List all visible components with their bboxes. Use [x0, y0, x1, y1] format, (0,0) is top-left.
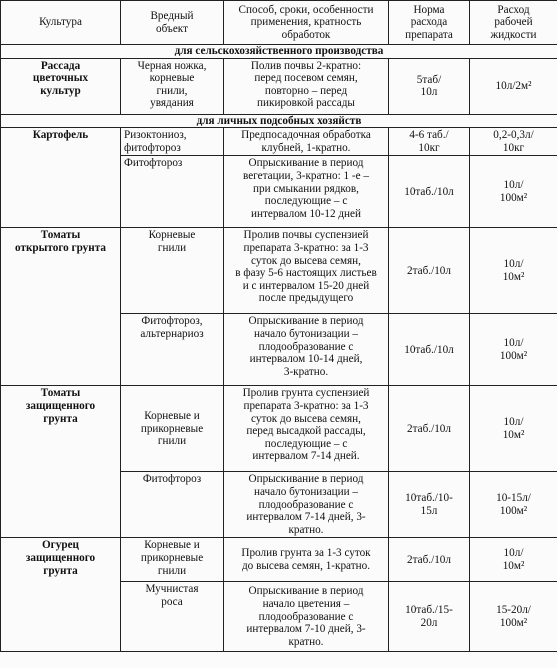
norm-cell: [389, 386, 470, 472]
culture-cell: [1, 386, 121, 538]
norm-cell: [389, 538, 470, 582]
cell-line: 20л: [420, 616, 438, 629]
cell-line: суток до высева семян,: [251, 254, 361, 267]
cell-line: интервалом 10-14 дней,: [249, 353, 363, 366]
cell-line: интервалом 7-14 дней.: [252, 450, 360, 463]
method-cell: [224, 228, 389, 314]
cell-line: 10кг: [418, 141, 440, 154]
cell-line: Опрыскивание в период: [248, 585, 364, 598]
object-cell: [121, 156, 224, 228]
table-row: [1, 128, 557, 156]
cell-line: 3-кратно.: [283, 365, 329, 378]
cell-line: в фазу 5-6 настоящих листьев: [235, 267, 377, 280]
cell-line: клубней, 1-кратно.: [261, 141, 351, 154]
cell-line: 100м²: [499, 504, 528, 517]
cell-line: Фитофтороз: [142, 473, 202, 486]
table-row: [1, 538, 557, 582]
cell-line: открытого грунта: [15, 241, 106, 254]
cell-line: культур: [40, 84, 81, 97]
cell-line: 10таб./15-: [405, 604, 453, 617]
cell-line: 10кг: [502, 141, 525, 154]
liquid-cell: [470, 472, 557, 538]
cell-line: гнили: [157, 435, 187, 448]
cell-line: перед посевом семян,: [254, 72, 358, 85]
cell-line: корневые: [149, 72, 195, 85]
cell-line: плодообразование с: [258, 610, 354, 623]
cell-line: Томаты: [40, 387, 81, 400]
cell-line: начало бутонизации –: [253, 327, 359, 340]
cell-line: Пролив грунта суспензией: [242, 387, 370, 400]
cell-line: вегетации, 3-кратно: 1 -е –: [242, 169, 369, 182]
liquid-cell: [470, 128, 557, 156]
cell-line: 10-15л/: [496, 492, 531, 505]
liquid-cell: [470, 582, 557, 652]
cell-line: интервалом 10-12 дней: [251, 207, 361, 220]
cell-line: Рассада: [40, 59, 81, 72]
culture-cell: [1, 128, 121, 228]
method-cell: [224, 128, 389, 156]
norm-cell: [389, 314, 470, 386]
cell-line: 10л/: [503, 337, 524, 350]
norm-cell: [389, 156, 470, 228]
cell-line: Опрыскивание в период: [248, 157, 364, 170]
cell-line: 10таб./10л: [404, 185, 454, 198]
cell-line: гнили: [157, 241, 187, 254]
cell-line: 100м²: [499, 191, 528, 204]
cell-line: перед высадкой рассады,: [246, 425, 366, 438]
cell-line: 2таб./10л: [407, 264, 451, 277]
cell-line: гнили,: [156, 84, 188, 97]
object-cell: [121, 538, 224, 582]
cell-line: 5таб/: [416, 73, 442, 86]
cell-line: до высева семян, 1-кратно.: [241, 559, 370, 572]
method-cell: [224, 472, 389, 538]
cell-line: 10л/: [503, 179, 524, 192]
cell-line: 4-6 таб./: [409, 129, 449, 142]
cell-line: и с интервалом 15-20 дней: [242, 279, 370, 292]
cell-line: 2таб./10л: [407, 422, 451, 435]
cell-line: 0,2-0,3л/: [493, 129, 534, 142]
header-row: [1, 1, 557, 45]
cell-line: начало цветения –: [262, 597, 350, 610]
header-liquid: Расход рабочей жидкости: [470, 1, 557, 45]
cell-line: пикировкой рассады: [257, 97, 355, 110]
cell-line: интервалом 7-10 дней, 3-: [246, 623, 366, 636]
liquid-cell: [470, 386, 557, 472]
cell-line: Корневые: [148, 229, 196, 242]
cell-line: 10таб./10-: [405, 492, 453, 505]
cell-line: Полив почвы 2-кратно:: [250, 59, 362, 72]
section-agri: для сельскохозяйственного производства: [1, 45, 557, 59]
cell-line: 10м²: [502, 559, 525, 572]
table-row: [1, 228, 557, 314]
cell-line: Ризоктониоз,: [124, 129, 187, 142]
cell-line: Пролив грунта за 1-3 суток: [241, 547, 371, 560]
cell-line: повторно – перед: [264, 84, 348, 97]
cell-line: 15л: [420, 504, 438, 517]
cell-line: 10таб./10л: [404, 343, 454, 356]
object-cell: [121, 582, 224, 652]
method-cell: [224, 538, 389, 582]
object-cell: [121, 386, 224, 472]
liquid-cell: [470, 156, 557, 228]
cell-line: кратно.: [288, 523, 324, 536]
cell-line: Томаты: [40, 229, 81, 242]
culture-cell: [1, 538, 121, 652]
cell-line: интервалом 7-14 дней, 3-: [246, 511, 366, 524]
cell-line: плодообразование с: [258, 340, 354, 353]
object-cell: [121, 314, 224, 386]
culture-cell: [1, 58, 121, 114]
liquid-cell: [470, 314, 557, 386]
cell-line: 10м²: [502, 270, 525, 283]
method-cell: [224, 156, 389, 228]
cell-line: 100м²: [499, 616, 528, 629]
method-cell: [224, 58, 389, 114]
cell-line: 10л/2м²: [495, 79, 532, 92]
cell-line: 15-20л/: [496, 604, 531, 617]
cell-line: после предыдущего: [258, 292, 354, 305]
cell-line: цветочных: [32, 72, 89, 85]
cell-line: препарата 3-кратно: за 1-3: [243, 241, 369, 254]
header-norm: Норма расхода препарата: [389, 1, 470, 45]
header-culture: Культура: [1, 1, 121, 45]
section-private: для личных подсобных хозяйств: [1, 114, 557, 128]
cell-line: Корневые и: [144, 409, 200, 422]
liquid-cell: [470, 58, 557, 114]
cell-line: Корневые и: [144, 539, 200, 552]
norm-cell: [389, 582, 470, 652]
cell-line: прикорневые: [140, 551, 204, 564]
cell-line: 10л/: [503, 547, 524, 560]
header-method: Способ, сроки, особенности применения, кратность обработок: [224, 1, 389, 45]
cell-line: начало бутонизации –: [253, 485, 359, 498]
object-cell: [121, 128, 224, 156]
culture-cell: [1, 228, 121, 386]
cell-line: последующие – с: [264, 437, 348, 450]
cell-line: Опрыскивание в период: [248, 315, 364, 328]
cell-line: фитофтороз: [124, 141, 181, 154]
cell-line: Картофель: [32, 129, 89, 142]
cell-line: защищенного: [25, 551, 96, 564]
method-cell: [224, 386, 389, 472]
norm-cell: [389, 128, 470, 156]
cell-line: кратно.: [288, 635, 324, 648]
cell-line: при смыкании рядков,: [253, 182, 359, 195]
object-cell: [121, 58, 224, 114]
table-row: [1, 58, 557, 114]
header-object: Вредный объект: [121, 1, 224, 45]
cell-line: Фитофтороз: [124, 157, 183, 170]
norm-cell: [389, 58, 470, 114]
cell-line: гнили: [157, 564, 187, 577]
cell-line: 10л: [420, 86, 438, 99]
cell-line: роса: [161, 595, 183, 608]
object-cell: [121, 228, 224, 314]
liquid-cell: [470, 538, 557, 582]
cell-line: 2таб./10л: [407, 553, 451, 566]
cell-line: препарата 3-кратно: за 1-3: [243, 399, 369, 412]
object-cell: [121, 472, 224, 538]
cell-line: защищенного: [25, 399, 96, 412]
cell-line: Предпосадочная обработка: [241, 129, 371, 142]
cell-line: 100м²: [499, 349, 528, 362]
norm-cell: [389, 472, 470, 538]
method-cell: [224, 314, 389, 386]
cell-line: суток до высева семян,: [251, 412, 361, 425]
norm-cell: [389, 228, 470, 314]
cell-line: грунта: [43, 564, 78, 577]
cell-line: Фитофтороз,: [141, 315, 203, 328]
cell-line: Огурец: [41, 539, 79, 552]
cell-line: плодообразование с: [258, 498, 354, 511]
cell-line: Опрыскивание в период: [248, 473, 364, 486]
cell-line: Мучнистая: [145, 583, 199, 596]
table-row: [1, 386, 557, 472]
cell-line: грунта: [43, 412, 78, 425]
cell-line: прикорневые: [140, 422, 204, 435]
cell-line: 10л/: [503, 258, 524, 271]
cell-line: последующие – с: [264, 195, 348, 208]
cell-line: альтернариоз: [140, 327, 204, 340]
method-cell: [224, 582, 389, 652]
liquid-cell: [470, 228, 557, 314]
cell-line: 10л/: [503, 416, 524, 429]
cell-line: Черная ножка,: [137, 59, 207, 72]
cell-line: Пролив почвы суспензией: [243, 229, 369, 242]
cell-line: 10м²: [502, 428, 525, 441]
cell-line: увядания: [150, 97, 194, 110]
